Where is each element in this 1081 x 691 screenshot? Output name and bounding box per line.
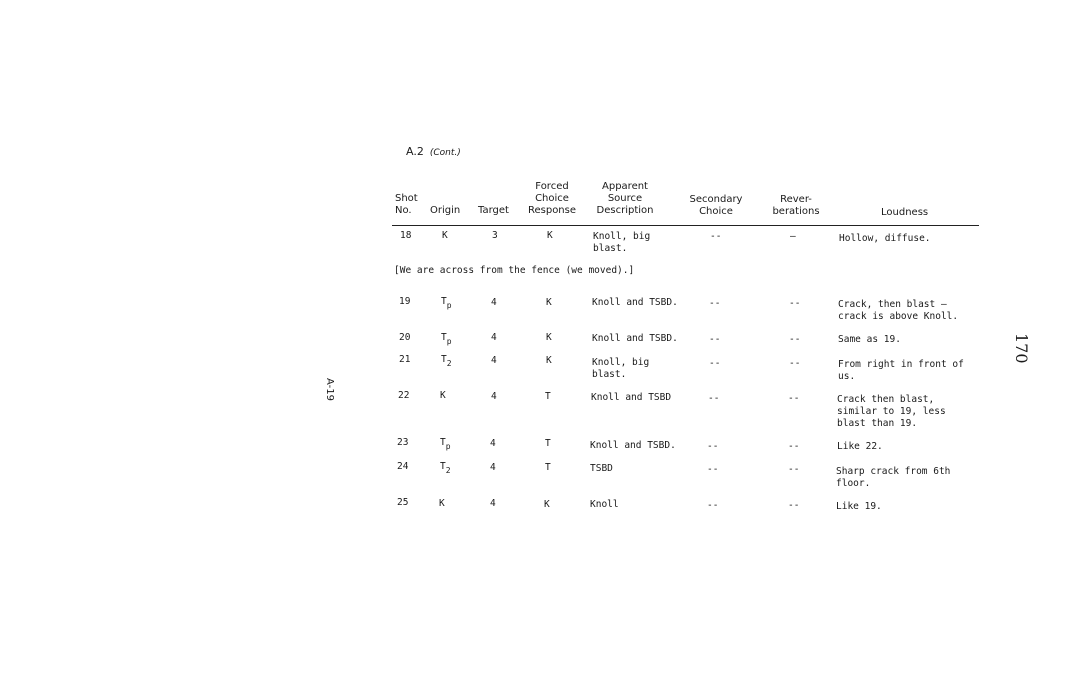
cell-apparent: Knoll: [590, 499, 619, 510]
cell-apparent: Knoll, big blast.: [592, 357, 650, 380]
cell-loudness: Hollow, diffuse.: [839, 233, 931, 244]
header-secondary-line2: Choice: [699, 206, 733, 217]
cell-secondary: --: [707, 441, 719, 452]
cell-reverb: --: [788, 393, 800, 404]
cell-shot: 24: [397, 461, 409, 472]
cell-reverb: --: [788, 464, 800, 475]
cell-shot: 20: [399, 332, 411, 343]
cell-secondary: --: [707, 464, 719, 475]
side-page-label: A-19: [324, 378, 335, 401]
cell-secondary: --: [709, 334, 721, 345]
cell-shot: 21: [399, 354, 411, 365]
cell-secondary: --: [708, 393, 720, 404]
page-number: 170: [1012, 333, 1031, 364]
header-target: Target: [478, 205, 509, 216]
cell-forced: K: [544, 499, 550, 510]
cell-apparent: TSBD: [590, 463, 613, 474]
cell-origin: $T_p$: [440, 437, 451, 451]
cell-target: 4: [491, 391, 497, 402]
header-forced-line2: Choice: [535, 193, 569, 204]
header-apparent-line3: Description: [596, 205, 654, 216]
header-shot-line1: Shot: [395, 193, 418, 204]
cell-target: 4: [490, 438, 496, 449]
header-secondary-choice: [684, 194, 748, 218]
section-label: A.2: [406, 145, 424, 158]
cell-reverb: --: [789, 298, 801, 309]
cell-loudness: Same as 19.: [838, 334, 901, 345]
header-apparent-source: [590, 181, 660, 217]
cell-loudness: Crack, then blast — crack is above Knoll.: [838, 299, 959, 322]
cell-shot: 23: [397, 437, 409, 448]
cell-origin: K: [439, 498, 445, 509]
cell-shot: 19: [399, 296, 411, 307]
table-note: [We are across from the fence (we moved).]: [394, 265, 635, 276]
cell-reverb: --: [789, 358, 801, 369]
header-shot-line2: No.: [395, 205, 412, 216]
header-forced-line1: Forced: [535, 181, 569, 192]
cell-target: 4: [490, 462, 496, 473]
cell-loudness: Like 19.: [836, 501, 882, 512]
cell-forced: K: [546, 297, 552, 308]
cell-origin: K: [442, 230, 448, 241]
section-heading: [406, 145, 461, 158]
cell-shot: 25: [397, 497, 409, 508]
cell-target: 4: [491, 355, 497, 366]
cell-target: 3: [492, 230, 498, 241]
cell-forced: K: [547, 230, 553, 241]
header-shot-no: [395, 193, 418, 217]
cell-loudness: Crack then blast, similar to 19, less blast than 19.: [837, 394, 946, 429]
cell-origin: $T_p$: [441, 332, 452, 346]
header-reverb-line1: Rever-: [780, 194, 812, 205]
header-apparent-line1: Apparent: [602, 181, 648, 192]
cell-forced: K: [546, 355, 552, 366]
cell-apparent: Knoll and TSBD.: [592, 333, 678, 344]
cell-shot: 22: [398, 390, 410, 401]
cell-target: 4: [491, 332, 497, 343]
cell-forced: T: [545, 462, 551, 473]
cell-secondary: --: [707, 500, 719, 511]
cell-reverb: —: [790, 231, 796, 242]
cell-reverb: --: [788, 441, 800, 452]
header-reverberations: [765, 194, 827, 218]
cell-apparent: Knoll and TSBD.: [590, 440, 676, 451]
section-cont: (Cont.): [429, 148, 461, 158]
cell-loudness: Sharp crack from 6th floor.: [836, 466, 951, 489]
cell-forced: T: [545, 438, 551, 449]
cell-secondary: --: [709, 358, 721, 369]
header-reverb-line2: berations: [772, 206, 820, 217]
cell-shot: 18: [400, 230, 412, 241]
cell-apparent: Knoll and TSBD: [591, 392, 672, 403]
cell-loudness: From right in front of us.: [838, 359, 964, 382]
header-origin: Origin: [430, 205, 461, 216]
header-rule: [392, 225, 979, 226]
cell-origin: $T_2$: [440, 461, 451, 475]
cell-apparent: Knoll and TSBD.: [592, 297, 678, 308]
cell-origin: $T_p$: [441, 296, 452, 310]
header-forced-line3: Response: [527, 205, 577, 216]
cell-secondary: --: [709, 298, 721, 309]
cell-apparent: Knoll, big blast.: [593, 231, 651, 254]
cell-origin: K: [440, 390, 446, 401]
cell-reverb: --: [788, 500, 800, 511]
header-secondary-line1: Secondary: [689, 194, 743, 205]
cell-loudness: Like 22.: [837, 441, 883, 452]
header-forced-choice: [523, 181, 581, 217]
cell-target: 4: [490, 498, 496, 509]
cell-forced: K: [546, 332, 552, 343]
cell-secondary: --: [710, 231, 722, 242]
cell-target: 4: [491, 297, 497, 308]
header-apparent-line2: Source: [607, 193, 643, 204]
cell-origin: $T_2$: [441, 354, 452, 368]
cell-forced: T: [545, 391, 551, 402]
header-loudness: Loudness: [881, 207, 929, 218]
cell-reverb: --: [789, 334, 801, 345]
